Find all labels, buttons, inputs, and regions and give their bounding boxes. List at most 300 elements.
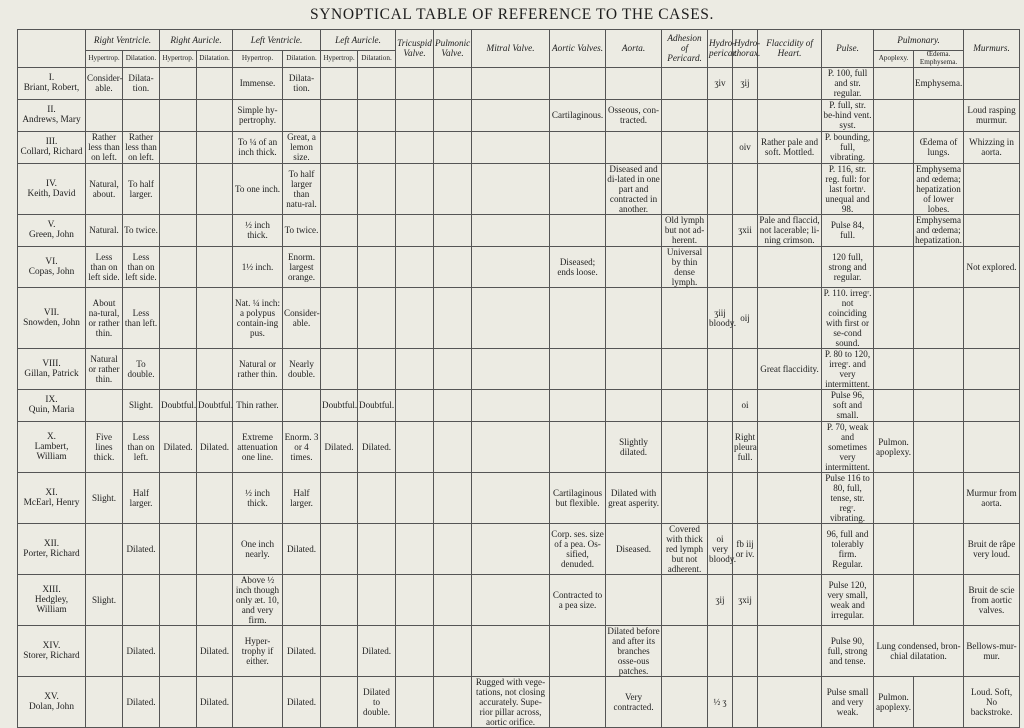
aorta-cell [606, 67, 662, 99]
murmurs-cell: Loud rasping murmur. [964, 99, 1020, 131]
mitral-cell [472, 99, 550, 131]
la-hypertrophy-cell [321, 472, 358, 523]
lv-dilatation-cell: Dilated. [283, 523, 321, 574]
la-dilatation-cell: Doubtful. [358, 389, 396, 421]
pulmonary-apoplexy-cell: Pulmon. apoplexy. [874, 676, 914, 727]
case-number: XIII. [42, 584, 61, 595]
adhesion-header: Adhesion of Pericard. [662, 30, 708, 68]
case-cell [18, 67, 86, 99]
adhesion-cell [662, 389, 708, 421]
pulse-cell: P. bounding, full, vibrating. [822, 131, 874, 163]
case-cell [18, 246, 86, 287]
hydropericardium-cell: ʒiij bloody. [708, 287, 733, 348]
aorta-cell: Diseased. [606, 523, 662, 574]
rv-hypertrophy-cell: Slight. [86, 574, 123, 625]
mitral-cell [472, 287, 550, 348]
mitral-cell [472, 472, 550, 523]
pulmonary-oedema-cell: Emphysema and œdema; hepatization. [915, 215, 962, 246]
patient-name: McEarl, Henry [23, 497, 80, 508]
pulmonary-oedema-cell [914, 421, 964, 472]
table-row [18, 676, 1020, 727]
pulmonic-cell [434, 472, 472, 523]
case-number: X. [46, 431, 57, 442]
rv-hypertrophy-cell [86, 625, 123, 676]
pulse-cell: 96, full and tolerably firm. Regular. [822, 523, 874, 574]
rv-dilatation-cell: Less than on left. [123, 421, 160, 472]
flaccidity-cell: Great flaccidity. [758, 348, 822, 389]
pulmonary-apoplexy-cell [874, 131, 914, 163]
mitral-cell [472, 389, 550, 421]
left-ventricle-header: Left Ventricle. [233, 30, 321, 51]
rv-dilatation-cell: To double. [123, 348, 160, 389]
hydrothorax-cell: oij [733, 287, 758, 348]
table-row [18, 246, 1020, 287]
pulmonary-oedema-cell: Emphysema and œdema; hepatization of lower lobes. [914, 163, 964, 214]
lv-hypertrophy-cell: One inch nearly. [233, 523, 283, 574]
aortic-valves-cell [550, 421, 606, 472]
case-number: I. [48, 73, 55, 84]
mitral-cell [472, 163, 550, 214]
page-title: SYNOPTICAL TABLE OF REFERENCE TO THE CASES. [310, 6, 714, 23]
hydropericardium-cell: ½ ʒ [708, 676, 733, 727]
pulmonic-cell [434, 421, 472, 472]
tricuspid-cell [396, 287, 434, 348]
rv-dilatation-cell: Less than left. [123, 287, 160, 348]
pulse-cell: P. 100, full and str. regular. [822, 67, 874, 99]
rv-hypertrophy-cell: Less than on left side. [86, 246, 123, 287]
ra-hypertrophy-cell [160, 99, 197, 131]
hydropericardium-cell [708, 625, 733, 676]
pulmonary-oedema-cell [914, 523, 964, 574]
pulmonary-oedema-cell [914, 246, 964, 287]
table-row [18, 99, 1020, 131]
adhesion-cell: Covered with thick red lymph but not adherent. [662, 523, 708, 574]
rv-dilatation-cell: To half larger. [123, 163, 160, 214]
aortic-valves-cell [550, 676, 606, 727]
aortic-valves-cell [550, 625, 606, 676]
ra-hypertrophy-cell [160, 472, 197, 523]
lv-dilatation-cell: Enorm. 3 or 4 times. [283, 421, 321, 472]
patient-name: Quin, Maria [28, 405, 75, 416]
murmurs-cell [964, 421, 1020, 472]
rv-hypertrophy-cell [86, 99, 123, 131]
patient-name: Briant, Robert, [23, 83, 80, 94]
lv-hypertrophy-cell: 1½ inch. [233, 246, 283, 287]
ra-hypertrophy-cell [160, 67, 197, 99]
pulse-cell: P. 110. irregʳ. not coinciding with first or se-cond sound. [822, 287, 874, 348]
la-hypertrophy-cell [321, 574, 358, 625]
pulmonic-cell [434, 676, 472, 727]
aortic-valves-cell [550, 163, 606, 214]
ra-dilatation-cell [197, 131, 233, 163]
rv-hypertrophy-cell: Natural, about. [86, 163, 123, 214]
flaccidity-cell [758, 676, 822, 727]
pulmonic-cell [434, 625, 472, 676]
la-hypertrophy-cell [321, 246, 358, 287]
hydrothorax-cell [733, 99, 758, 131]
murmurs-cell [964, 214, 1020, 246]
murmurs-cell [964, 163, 1020, 214]
table-row [18, 131, 1020, 163]
rv-hypertrophy-cell [86, 389, 123, 421]
pulmonary-oedema-cell [914, 348, 964, 389]
tricuspid-cell [396, 625, 434, 676]
case-number: V. [47, 220, 56, 231]
ra-dilatation-cell [197, 348, 233, 389]
tricuspid-header: Tricuspid Valve. [396, 30, 434, 68]
flaccidity-cell [758, 472, 822, 523]
lv-dilatation-cell: Great, a lemon size. [283, 131, 321, 163]
tricuspid-cell [396, 163, 434, 214]
patient-name: Green, John [29, 230, 74, 241]
hydrothorax-cell: ʒxii [733, 214, 758, 246]
case-cell [18, 287, 86, 348]
ra-dilatation-cell [197, 99, 233, 131]
ra-hypertrophy-cell [160, 574, 197, 625]
aortic-valves-cell: Contracted to a pea size. [550, 574, 606, 625]
case-cell [18, 676, 86, 727]
la-hypertrophy-cell [321, 625, 358, 676]
pulmonic-cell [434, 574, 472, 625]
table-row [18, 421, 1020, 472]
pulmonary-oedema-cell [914, 472, 964, 523]
adhesion-cell: Universal by thin dense lymph. [662, 246, 708, 287]
murmurs-cell: Whizzing in aorta. [964, 131, 1020, 163]
pulmonary-apoplexy-cell [874, 574, 914, 625]
pulmonic-header: Pulmonic Valve. [434, 30, 472, 68]
adhesion-cell [662, 676, 708, 727]
tricuspid-cell [396, 348, 434, 389]
rv-dilatation-cell: Dilata-tion. [123, 67, 160, 99]
hydropericardium-cell [708, 348, 733, 389]
pulmonary-oedema-cell: Œdema of lungs. [914, 131, 964, 163]
lv-dilatation-cell: Consider-able. [283, 287, 321, 348]
adhesion-cell [662, 131, 708, 163]
patient-name: Gillan, Patrick [24, 368, 79, 379]
case-cell [18, 131, 86, 163]
mitral-cell: Rugged with vege-tations, not closing accurately. Supe-rior pillar across, aortic orifice. [472, 676, 550, 727]
case-cell [18, 574, 86, 625]
aortic-valves-cell: Diseased; ends loose. [550, 246, 606, 287]
hydropericardium-cell: ʒij [708, 574, 733, 625]
lv-hypertrophy-cell: ½ inch thick. [233, 214, 283, 246]
synoptical-table [17, 29, 1020, 728]
rv-hypertrophy-cell: Consider-able. [86, 67, 123, 99]
pulse-cell: P. 116, str. reg. full: for last fortnᵗ. unequal and 98. [822, 163, 874, 214]
aorta-cell: Very contracted. [606, 676, 662, 727]
la-dilatation-cell [358, 99, 396, 131]
tricuspid-cell [396, 574, 434, 625]
hydropericardium-cell [708, 214, 733, 246]
case-cell [18, 348, 86, 389]
lv-hypertrophy-cell: Simple hy-pertrophy. [233, 99, 283, 131]
patient-name: Porter, Richard [23, 548, 80, 559]
pulse-cell: P. full, str. be-hind vent. syst. [822, 99, 874, 131]
lv-hypertrophy-cell: Extreme attenuation one line. [233, 421, 283, 472]
hydrothorax-cell: Right pleura full. [733, 421, 758, 472]
oedema-emphysema-subheader: Œdema. Emphysema. [914, 51, 964, 68]
la-hypertrophy-cell: Dilated. [321, 421, 358, 472]
murmurs-cell [964, 287, 1020, 348]
adhesion-cell [662, 99, 708, 131]
adhesion-cell [662, 472, 708, 523]
adhesion-cell [662, 163, 708, 214]
la-hypertrophy-cell [321, 67, 358, 99]
mitral-cell [472, 625, 550, 676]
patient-name: Collard, Richard [20, 147, 83, 158]
flaccidity-cell [758, 246, 822, 287]
pulmonary-header: Pulmonary. [874, 30, 964, 51]
pulse-cell: P. 70, weak and sometimes very intermittent. [822, 421, 874, 472]
patient-name: Hedgley, William [34, 594, 69, 615]
hydropericardium-cell [708, 421, 733, 472]
hydropericardium-cell [708, 99, 733, 131]
ra-dilatation-subheader: Dilatation. [197, 51, 233, 68]
table-row [18, 574, 1020, 625]
ra-dilatation-cell [197, 67, 233, 99]
hydrothorax-cell: ʒxij [733, 574, 758, 625]
apoplexy-subheader: Apoplexy. [874, 51, 914, 68]
aortic-valves-cell: Cartilaginous. [550, 99, 606, 131]
la-dilatation-cell [358, 246, 396, 287]
ra-dilatation-cell [197, 523, 233, 574]
mitral-cell [472, 574, 550, 625]
la-hypertrophy-cell [321, 99, 358, 131]
rv-hypertrophy-subheader: Hypertrop. [86, 51, 123, 68]
case-cell [18, 523, 86, 574]
lv-hypertrophy-cell: Thin rather. [233, 389, 283, 421]
lv-dilatation-cell [283, 574, 321, 625]
la-dilatation-cell [358, 67, 396, 99]
pulmonary-oedema-cell [914, 389, 964, 421]
lv-hypertrophy-cell: To one inch. [233, 163, 283, 214]
hydrothorax-header: Hydro-thorax. [733, 30, 758, 68]
tricuspid-cell [396, 389, 434, 421]
lv-dilatation-cell: Dilated. [283, 676, 321, 727]
la-dilatation-cell [358, 523, 396, 574]
la-hypertrophy-cell [321, 676, 358, 727]
case-number: IX. [45, 395, 58, 406]
la-dilatation-cell [358, 131, 396, 163]
aorta-cell [606, 348, 662, 389]
mitral-cell [472, 131, 550, 163]
ra-dilatation-cell: Doubtful. [197, 389, 233, 421]
pulmonary-apoplexy-cell [874, 389, 914, 421]
ra-dilatation-cell [197, 287, 233, 348]
adhesion-cell [662, 348, 708, 389]
patient-name: Storer, Richard [23, 650, 80, 661]
right-ventricle-header: Right Ventricle. [86, 30, 160, 51]
lv-hypertrophy-subheader: Hypertrop. [233, 51, 283, 68]
case-number: III. [45, 137, 58, 148]
ra-hypertrophy-cell [160, 676, 197, 727]
ra-hypertrophy-cell: Dilated. [160, 421, 197, 472]
hydrothorax-cell: fb iij or iv. [733, 523, 758, 574]
case-cell [18, 99, 86, 131]
pulmonary-oedema-cell: Emphysema. [914, 67, 964, 99]
case-cell [18, 389, 86, 421]
case-number: VI. [45, 256, 58, 267]
flaccidity-cell [758, 99, 822, 131]
pulmonic-cell [434, 67, 472, 99]
la-dilatation-cell [358, 163, 396, 214]
lv-dilatation-cell: Nearly double. [283, 348, 321, 389]
pulmonic-cell [434, 99, 472, 131]
la-hypertrophy-cell [321, 131, 358, 163]
aortic-valves-cell [550, 131, 606, 163]
ra-hypertrophy-cell [160, 348, 197, 389]
aortic-valves-cell: Cartilaginous but flexible. [550, 472, 606, 523]
case-number: VII. [43, 307, 60, 318]
rv-dilatation-cell: Slight. [123, 389, 160, 421]
pulmonary-oedema-cell [914, 287, 964, 348]
mitral-cell [472, 246, 550, 287]
pulmonic-cell [434, 131, 472, 163]
mitral-cell [472, 421, 550, 472]
flaccidity-cell: Rather pale and soft. Mottled. [758, 131, 822, 163]
pulmonic-cell [434, 163, 472, 214]
aortic-valves-cell [550, 67, 606, 99]
lv-hypertrophy-cell: Natural or rather thin. [233, 348, 283, 389]
table-row [18, 625, 1020, 676]
hydrothorax-cell: oiv [733, 131, 758, 163]
pulmonary-apoplexy-cell: Pulmon. apoplexy. [874, 421, 914, 472]
adhesion-cell [662, 287, 708, 348]
adhesion-cell [662, 574, 708, 625]
aortic-valves-cell [550, 348, 606, 389]
la-dilatation-cell: Dilated. [358, 421, 396, 472]
hydrothorax-cell [733, 348, 758, 389]
pulse-cell: P. 80 to 120, irregʳ. and very intermittent. [822, 348, 874, 389]
hydrothorax-cell [733, 246, 758, 287]
rv-hypertrophy-cell: About na-tural, or rather thin. [86, 287, 123, 348]
right-auricle-header: Right Auricle. [160, 30, 233, 51]
case-header [18, 30, 86, 68]
case-number: XV. [44, 691, 59, 702]
left-auricle-header: Left Auricle. [321, 30, 396, 51]
aortic-valves-cell [550, 389, 606, 421]
murmurs-cell [964, 67, 1020, 99]
case-number: IV. [46, 178, 57, 189]
aorta-cell: Osseous, con-tracted. [606, 99, 662, 131]
adhesion-cell [662, 67, 708, 99]
tricuspid-cell [396, 214, 434, 246]
aorta-cell: Slightly dilated. [606, 421, 662, 472]
la-dilatation-subheader: Dilatation. [358, 51, 396, 68]
aorta-cell [606, 131, 662, 163]
ra-dilatation-cell [197, 574, 233, 625]
mitral-cell [472, 348, 550, 389]
lv-hypertrophy-cell: To ¼ of an inch thick. [233, 131, 283, 163]
lv-dilatation-cell [283, 389, 321, 421]
tricuspid-cell [396, 246, 434, 287]
hydrothorax-cell [733, 625, 758, 676]
adhesion-cell: Old lymph but not ad-herent. [662, 214, 708, 246]
ra-hypertrophy-cell [160, 523, 197, 574]
hydrothorax-cell [733, 676, 758, 727]
case-cell [18, 472, 86, 523]
rv-dilatation-cell: Less than on left side. [123, 246, 160, 287]
table-row [18, 163, 1020, 214]
rv-dilatation-cell: Dilated. [123, 523, 160, 574]
hydropericardium-cell [708, 163, 733, 214]
tricuspid-cell [396, 421, 434, 472]
pulse-cell: Pulse 120, very small, weak and irregular. [822, 574, 874, 625]
case-number: VIII. [42, 358, 61, 369]
hydropericardium-cell: oi very bloody. [708, 523, 733, 574]
pulse-cell: Pulse 96, soft and small. [822, 389, 874, 421]
flaccidity-cell [758, 389, 822, 421]
la-dilatation-cell: Dilated. [358, 625, 396, 676]
hydrothorax-cell [733, 163, 758, 214]
la-dilatation-cell [358, 574, 396, 625]
case-number: II. [47, 105, 56, 116]
la-hypertrophy-subheader: Hypertrop. [321, 51, 358, 68]
rv-dilatation-cell [123, 574, 160, 625]
ra-hypertrophy-cell [160, 625, 197, 676]
patient-name: Dolan, John [29, 701, 74, 712]
pulmonary-oedema-cell [914, 99, 964, 131]
pulmonary-apoplexy-cell [874, 523, 914, 574]
hydropericardium-cell [708, 131, 733, 163]
hydropericardium-cell [708, 389, 733, 421]
lv-hypertrophy-cell: Hyper-trophy if either. [233, 625, 283, 676]
table-header [18, 30, 1020, 68]
mitral-cell [472, 523, 550, 574]
aorta-cell: Diseased and di-lated in one part and contracted in another. [607, 163, 660, 214]
pulmonic-cell [434, 389, 472, 421]
pulmonary-apoplexy-cell [874, 287, 914, 348]
pulmonary-apoplexy-cell [874, 163, 914, 214]
mitral-header: Mitral Valve. [472, 30, 550, 68]
case-number: XII. [43, 538, 60, 549]
rv-hypertrophy-cell: Natural or rather thin. [86, 348, 123, 389]
la-hypertrophy-cell [321, 163, 358, 214]
tricuspid-cell [396, 523, 434, 574]
rv-dilatation-cell: To twice. [123, 214, 160, 246]
rv-dilatation-cell: Dilated. [123, 676, 160, 727]
pulmonic-cell [434, 523, 472, 574]
patient-name: Copas, John [28, 266, 75, 277]
pulmonic-cell [434, 246, 472, 287]
patient-name: Lambert, William [34, 441, 69, 462]
flaccidity-cell [758, 574, 822, 625]
la-hypertrophy-cell: Doubtful. [321, 389, 358, 421]
la-hypertrophy-cell [321, 523, 358, 574]
ra-hypertrophy-subheader: Hypertrop. [160, 51, 197, 68]
la-dilatation-cell: Dilated to double. [358, 676, 396, 727]
tricuspid-cell [396, 472, 434, 523]
ra-hypertrophy-cell [160, 163, 197, 214]
case-number: XIV. [42, 640, 61, 651]
table-row [18, 523, 1020, 574]
flaccidity-header: Flaccidity of Heart. [758, 30, 822, 68]
pulse-cell: Pulse 90, full, strong and tense. [822, 625, 874, 676]
flaccidity-cell [758, 67, 822, 99]
murmurs-cell: Bruit de râpe very loud. [964, 523, 1020, 574]
la-hypertrophy-cell [321, 348, 358, 389]
rv-dilatation-subheader: Dilatation. [123, 51, 160, 68]
rv-hypertrophy-cell: Slight. [86, 472, 123, 523]
patient-name: Andrews, Mary [22, 115, 81, 126]
case-cell [18, 163, 86, 214]
flaccidity-cell [758, 625, 822, 676]
lv-dilatation-cell: To twice. [283, 214, 321, 246]
hydropericardium-cell [708, 472, 733, 523]
la-dilatation-cell [358, 214, 396, 246]
aortic-valves-cell: Corp. ses. size of a pea. Os-sified, denuded. [550, 523, 606, 574]
hydrothorax-cell [733, 472, 758, 523]
